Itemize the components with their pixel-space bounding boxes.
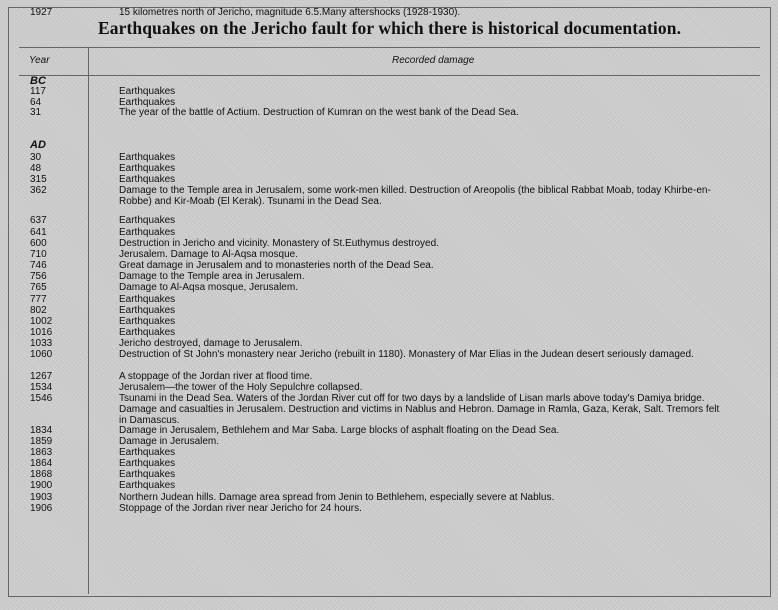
damage-cell: Earthquakes bbox=[119, 458, 176, 469]
column-divider bbox=[88, 48, 89, 594]
year-cell: 117 bbox=[30, 86, 46, 97]
year-cell: 637 bbox=[30, 215, 47, 226]
year-cell: 1016 bbox=[30, 326, 53, 338]
year-cell: 1863 bbox=[30, 447, 53, 458]
era-label-ad: AD bbox=[30, 139, 46, 151]
damage-cell: Earthquakes bbox=[119, 215, 176, 226]
damage-cell: Earthquakes bbox=[119, 174, 176, 185]
year-cell: 1859 bbox=[30, 436, 53, 447]
header-divider bbox=[19, 75, 760, 76]
year-cell: 765 bbox=[30, 282, 47, 293]
damage-cell: Earthquakes bbox=[119, 226, 176, 238]
damage-cell: Tsunami in the Dead Sea. Waters of the Jordan River cut off for two days by a landslide of Lisan marls above today's Damiya bridge. Damage and casualties in Jerusalem. Destruction and victims in Nablus and Hebron. Damage in Ramla, Gaza, Kerak, Salt. Tremors felt in Damascus. bbox=[119, 393, 720, 426]
damage-cell: Earthquakes bbox=[119, 96, 176, 108]
year-cell: 1534 bbox=[30, 382, 53, 393]
year-cell: 31 bbox=[30, 107, 42, 118]
table-title: Earthquakes on the Jericho fault for which there is historical documentation. bbox=[97, 18, 682, 38]
damage-cell: Earthquakes bbox=[119, 469, 176, 480]
year-cell: 802 bbox=[30, 304, 47, 316]
damage-cell: The year of the battle of Actium. Destruction of Kumran on the west bank of the Dead Sea. bbox=[119, 107, 519, 118]
damage-cell: Earthquakes bbox=[119, 326, 176, 338]
year-cell: 756 bbox=[30, 271, 47, 282]
year-column-header: Year bbox=[29, 55, 50, 66]
damage-cell: Damage to Al-Aqsa mosque, Jerusalem. bbox=[119, 282, 298, 293]
damage-cell: Damage to the Temple area in Jerusalem. bbox=[119, 271, 305, 282]
damage-cell: Earthquakes bbox=[119, 152, 176, 163]
damage-cell: Great damage in Jerusalem and to monasteries north of the Dead Sea. bbox=[119, 260, 434, 271]
year-cell: 600 bbox=[30, 237, 47, 249]
year-cell: 1002 bbox=[30, 315, 53, 327]
damage-cell: 15 kilometres north of Jericho, magnitude 6.5.Many aftershocks (1928-1930). bbox=[119, 7, 461, 18]
damage-cell: Earthquakes bbox=[119, 315, 176, 327]
damage-cell: Earthquakes bbox=[119, 304, 176, 316]
year-cell: 1546 bbox=[30, 393, 53, 404]
damage-cell: Damage in Jerusalem, Bethlehem and Mar Saba. Large blocks of asphalt floating on the Dead Sea. bbox=[119, 425, 560, 436]
damage-cell: A stoppage of the Jordan river at flood time. bbox=[119, 371, 313, 382]
title-divider bbox=[19, 47, 760, 48]
year-cell: 1868 bbox=[30, 469, 53, 480]
year-cell: 777 bbox=[30, 293, 47, 305]
table-frame bbox=[8, 7, 771, 597]
year-cell: 1900 bbox=[30, 480, 53, 491]
damage-cell: Earthquakes bbox=[119, 163, 176, 174]
year-cell: 1060 bbox=[30, 349, 53, 360]
year-cell: 710 bbox=[30, 249, 47, 260]
year-cell: 1864 bbox=[30, 458, 53, 469]
year-cell: 641 bbox=[30, 226, 47, 238]
year-cell: 1033 bbox=[30, 338, 53, 349]
year-cell: 48 bbox=[30, 163, 42, 174]
damage-cell: Destruction in Jericho and vicinity. Monastery of St.Euthymus destroyed. bbox=[119, 237, 439, 249]
damage-cell: Earthquakes bbox=[119, 86, 176, 97]
year-cell: 1267 bbox=[30, 371, 53, 382]
year-cell: 1903 bbox=[30, 491, 53, 503]
damage-cell: Destruction of St John's monastery near Jericho (rebuilt in 1180). Monastery of Mar Elias in the Judean desert seriously damaged. bbox=[119, 349, 694, 360]
year-cell: 746 bbox=[30, 260, 47, 271]
damage-column-header: Recorded damage bbox=[392, 55, 475, 66]
year-cell: 30 bbox=[30, 152, 42, 163]
damage-cell: Jerusalem. Damage to Al-Aqsa mosque. bbox=[119, 249, 298, 260]
damage-cell: Northern Judean hills. Damage area spread from Jenin to Bethlehem, especially severe at Nablus. bbox=[119, 491, 555, 503]
year-cell: 1927 bbox=[30, 7, 53, 18]
year-cell: 64 bbox=[30, 96, 42, 108]
damage-cell: Earthquakes bbox=[119, 293, 176, 305]
era-label-bc: BC bbox=[30, 75, 46, 87]
year-cell: 1834 bbox=[30, 425, 53, 436]
damage-cell: Stoppage of the Jordan river near Jericho for 24 hours. bbox=[119, 502, 362, 514]
damage-cell: Jericho destroyed, damage to Jerusalem. bbox=[119, 338, 303, 349]
damage-cell: Damage to the Temple area in Jerusalem, some work-men killed. Destruction of Areopolis (the biblical Rabbat Moab, today Khirbe-en-Robbe) and Kir-Moab (El Kerak). Tsunami in the Dead Sea. bbox=[119, 185, 711, 207]
year-cell: 315 bbox=[30, 174, 47, 185]
year-cell: 362 bbox=[30, 185, 47, 196]
damage-cell: Earthquakes bbox=[119, 447, 176, 458]
damage-cell: Earthquakes bbox=[119, 480, 176, 491]
damage-cell: Jerusalem—the tower of the Holy Sepulchre collapsed. bbox=[119, 382, 363, 393]
damage-cell: Damage in Jerusalem. bbox=[119, 436, 220, 447]
year-cell: 1906 bbox=[30, 502, 53, 514]
